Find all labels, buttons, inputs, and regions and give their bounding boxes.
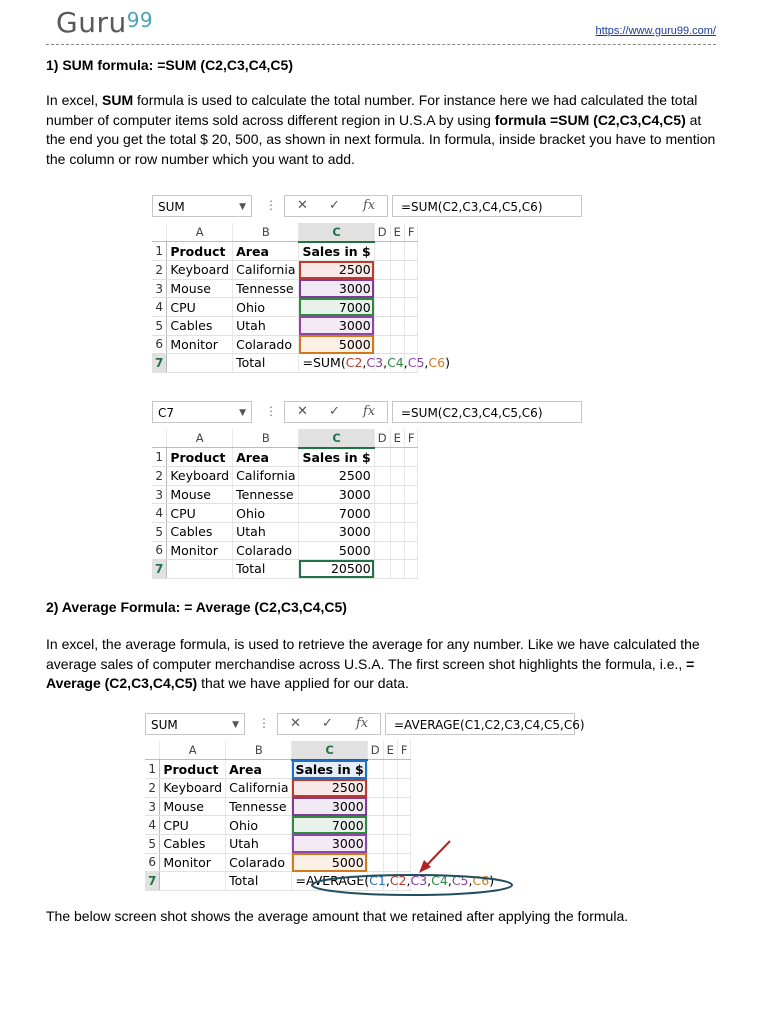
cell-A6[interactable]: Monitor (167, 541, 233, 560)
cell-B3[interactable]: Tennesse (233, 485, 299, 504)
cell-A2[interactable]: Keyboard (160, 779, 226, 798)
cell-D4[interactable] (374, 298, 390, 317)
cell-E4[interactable] (390, 504, 404, 523)
cell-B1[interactable]: Area (233, 448, 299, 467)
cell-A1[interactable]: Product (160, 760, 226, 779)
cell-A1[interactable]: Product (167, 242, 233, 261)
column-header-E[interactable]: E (390, 429, 404, 448)
row-header[interactable]: 1 (152, 448, 167, 467)
cell-B1[interactable]: Area (226, 760, 292, 779)
cell-E5[interactable] (390, 522, 404, 541)
column-header-B[interactable]: B (226, 741, 292, 760)
cell-F5[interactable] (404, 522, 418, 541)
text-run: In excel, the average formula, is used to retrieve the average for any number. Like we have calculated the average sales of computer merchandise across U.S.A. The first screen shot highlights the formula, i.e., (46, 636, 700, 672)
cell-F5[interactable] (404, 316, 418, 335)
cell-F6[interactable] (404, 335, 418, 354)
row-header[interactable]: 6 (152, 335, 167, 354)
cell-D4[interactable] (374, 504, 390, 523)
row-header[interactable]: 5 (145, 834, 160, 853)
cell-A5[interactable]: Cables (167, 522, 233, 541)
section2-paragraph (46, 635, 722, 694)
cell-B7[interactable]: Total (233, 560, 299, 579)
cell-F3[interactable] (397, 797, 411, 816)
more-icon: ⋮ (258, 716, 270, 730)
cell-F1[interactable] (397, 760, 411, 779)
row-header[interactable]: 3 (145, 797, 160, 816)
cell-C2[interactable]: 2500 (292, 779, 367, 798)
cell-B5[interactable]: Utah (233, 316, 299, 335)
cell-C5[interactable]: 3000 (299, 316, 374, 335)
table-row (145, 797, 411, 816)
cell-ref: C3 (410, 873, 428, 889)
cell-C1[interactable]: Sales in $ (292, 760, 367, 779)
table-row (152, 467, 418, 486)
cell-ref: C3 (366, 355, 384, 371)
cell-B6[interactable]: Colarado (233, 541, 299, 560)
cell-C2[interactable]: 2500 (299, 467, 374, 486)
total-row (152, 354, 418, 373)
cell-E4[interactable] (390, 298, 404, 317)
table-row (145, 779, 411, 798)
cell-C5[interactable]: 3000 (292, 834, 367, 853)
name-box[interactable] (152, 195, 252, 217)
name-box-value: SUM (158, 200, 185, 214)
cell-F1[interactable] (404, 242, 418, 261)
table-row (152, 298, 418, 317)
chevron-down-icon[interactable]: ▼ (239, 202, 246, 212)
cell-A3[interactable]: Mouse (160, 797, 226, 816)
cell-F1[interactable] (404, 448, 418, 467)
cell-E3[interactable] (390, 279, 404, 298)
text-run: at the end you get the total $ 20, 500, as shown in next formula. In formula, inside bracket you have to mention the column or row number which you want to add. (46, 111, 716, 167)
row-header[interactable]: 4 (152, 504, 167, 523)
column-header-F[interactable]: F (404, 429, 418, 448)
formula-input[interactable]: =AVERAGE(C1,C2,C3,C4,C5,C6) (385, 713, 575, 735)
fx-icon[interactable]: fx (356, 716, 369, 731)
cell-B6[interactable]: Colarado (233, 335, 299, 354)
row-header[interactable]: 7 (152, 354, 167, 373)
chevron-down-icon[interactable]: ▼ (239, 408, 246, 418)
more-icon: ⋮ (265, 404, 277, 418)
cell-C6[interactable]: 5000 (299, 541, 374, 560)
cell-D1[interactable] (374, 448, 390, 467)
cell-A6[interactable]: Monitor (160, 853, 226, 872)
cell-C6[interactable]: 5000 (292, 853, 367, 872)
cancel-icon[interactable]: ✕ (297, 198, 308, 213)
formula-input[interactable]: =SUM(C2,C3,C4,C5,C6) (392, 401, 582, 423)
text-run: that we have applied for our data. (197, 675, 409, 691)
cell-empty[interactable] (404, 560, 418, 579)
cell-F4[interactable] (404, 298, 418, 317)
cell-B7[interactable]: Total (233, 354, 299, 373)
column-header-D[interactable]: D (367, 741, 383, 760)
cell-A2[interactable]: Keyboard (167, 261, 233, 280)
row-header[interactable]: 3 (152, 279, 167, 298)
arrow-icon (425, 841, 450, 867)
table-row (152, 316, 418, 335)
cell-ref: C4 (387, 355, 404, 371)
cell-B3[interactable]: Tennesse (226, 797, 292, 816)
column-header-C[interactable]: C (299, 223, 374, 242)
column-header-A[interactable]: A (167, 429, 233, 448)
row-header[interactable]: 2 (152, 261, 167, 280)
cell-D4[interactable] (367, 816, 383, 835)
cell-D6[interactable] (374, 541, 390, 560)
section1-heading: 1) SUM formula: =SUM (C2,C3,C4,C5) (46, 57, 293, 73)
cell-C4[interactable]: 7000 (292, 816, 367, 835)
cell-D3[interactable] (374, 279, 390, 298)
cell-A7[interactable] (167, 354, 233, 373)
table-row (152, 448, 418, 467)
section2-heading: 2) Average Formula: = Average (C2,C3,C4,C5) (46, 599, 347, 615)
cell-E2[interactable] (383, 779, 397, 798)
cell-E5[interactable] (390, 316, 404, 335)
cell-C3[interactable]: 3000 (292, 797, 367, 816)
total-row (152, 560, 418, 579)
row-header[interactable]: 7 (152, 560, 167, 579)
cell-D1[interactable] (374, 242, 390, 261)
cell-B1[interactable]: Area (233, 242, 299, 261)
table-row (152, 541, 418, 560)
cell-E4[interactable] (383, 816, 397, 835)
column-header-D[interactable]: D (374, 223, 390, 242)
formula-text: =SUM(C2,C3,C4,C5,C6) (302, 355, 450, 371)
row-header[interactable]: 6 (145, 853, 160, 872)
column-header-D[interactable]: D (374, 429, 390, 448)
annotation-overlay (305, 833, 545, 903)
cell-B4[interactable]: Ohio (233, 504, 299, 523)
cell-E3[interactable] (390, 485, 404, 504)
cell-A7[interactable] (160, 872, 226, 891)
cell-F4[interactable] (404, 504, 418, 523)
cell-C4[interactable]: 7000 (299, 298, 374, 317)
select-all-corner[interactable] (145, 741, 160, 760)
cell-C5[interactable]: 3000 (299, 522, 374, 541)
table-row (145, 816, 411, 835)
guru99-logo: Guru$^{99}$ (56, 6, 154, 39)
cell-ref: C4 (431, 873, 448, 889)
cell-B3[interactable]: Tennesse (233, 279, 299, 298)
cell-B6[interactable]: Colarado (226, 853, 292, 872)
table-row (152, 242, 418, 261)
cell-D2[interactable] (367, 779, 383, 798)
chevron-down-icon[interactable]: ▼ (232, 720, 239, 730)
site-link[interactable]: https://www.guru99.com/ (595, 25, 716, 37)
cell-C6[interactable]: 5000 (299, 335, 374, 354)
table-row (152, 279, 418, 298)
cell-B4[interactable]: Ohio (233, 298, 299, 317)
cell-D5[interactable] (374, 316, 390, 335)
cell-D1[interactable] (367, 760, 383, 779)
row-header[interactable]: 1 (152, 242, 167, 261)
row-header[interactable]: 3 (152, 485, 167, 504)
cell-E2[interactable] (390, 261, 404, 280)
row-header[interactable]: 2 (145, 779, 160, 798)
cell-E6[interactable] (390, 335, 404, 354)
cell-ref: C5 (407, 355, 425, 371)
row-header[interactable]: 4 (152, 298, 167, 317)
cell-B2[interactable]: California (226, 779, 292, 798)
cell-A2[interactable]: Keyboard (167, 467, 233, 486)
row-header[interactable]: 6 (152, 541, 167, 560)
row-header[interactable]: 4 (145, 816, 160, 835)
cell-A4[interactable]: CPU (160, 816, 226, 835)
spreadsheet-grid[interactable] (152, 429, 418, 579)
cell-F3[interactable] (404, 485, 418, 504)
bold-text: formula =SUM (C2,C3,C4,C5) (494, 111, 686, 128)
column-header-A[interactable]: A (160, 741, 226, 760)
select-all-corner[interactable] (152, 429, 167, 448)
cell-C7[interactable] (299, 354, 450, 373)
bold-text: SUM (102, 92, 134, 108)
cell-A4[interactable]: CPU (167, 504, 233, 523)
cell-empty[interactable] (390, 560, 404, 579)
cell-A3[interactable]: Mouse (167, 485, 233, 504)
cell-A6[interactable]: Monitor (167, 335, 233, 354)
cell-D2[interactable] (374, 467, 390, 486)
table-row (145, 760, 411, 779)
cell-E1[interactable] (383, 760, 397, 779)
column-header-A[interactable]: A (167, 223, 233, 242)
cell-C1[interactable]: Sales in $ (299, 242, 374, 261)
cell-F2[interactable] (404, 261, 418, 280)
section1-paragraph (46, 91, 722, 169)
cell-D3[interactable] (367, 797, 383, 816)
cell-ref: C6 (428, 355, 446, 371)
cell-F2[interactable] (404, 467, 418, 486)
name-box-value: C7 (158, 406, 175, 420)
row-header[interactable]: 5 (152, 316, 167, 335)
cell-E3[interactable] (383, 797, 397, 816)
cell-ref: C2 (345, 355, 363, 371)
name-box-value: SUM (151, 718, 178, 732)
cell-B4[interactable]: Ohio (226, 816, 292, 835)
cell-ref: C1 (369, 873, 386, 889)
cell-F2[interactable] (397, 779, 411, 798)
cell-A4[interactable]: CPU (167, 298, 233, 317)
cell-E1[interactable] (390, 448, 404, 467)
cancel-icon[interactable]: ✕ (290, 716, 301, 731)
row-header[interactable]: 2 (152, 467, 167, 486)
cell-A7[interactable] (167, 560, 233, 579)
formula-input[interactable]: =SUM(C2,C3,C4,C5,C6) (392, 195, 582, 217)
enter-icon[interactable]: ✓ (329, 404, 340, 419)
cell-C1[interactable]: Sales in $ (299, 448, 374, 467)
cell-C7[interactable]: 20500 (299, 560, 374, 579)
table-row (152, 261, 418, 280)
column-header-B[interactable]: B (233, 223, 299, 242)
cancel-icon[interactable]: ✕ (297, 404, 308, 419)
row-header[interactable]: 5 (152, 522, 167, 541)
cell-D2[interactable] (374, 261, 390, 280)
select-all-corner[interactable] (152, 223, 167, 242)
cell-F3[interactable] (404, 279, 418, 298)
enter-icon[interactable]: ✓ (329, 198, 340, 213)
row-header[interactable]: 7 (145, 872, 160, 891)
cell-B5[interactable]: Utah (233, 522, 299, 541)
header-divider (46, 44, 716, 45)
enter-icon[interactable]: ✓ (322, 716, 333, 731)
cell-C2[interactable]: 2500 (299, 261, 374, 280)
cell-D6[interactable] (374, 335, 390, 354)
bold-text: = Average (C2,C3,C4,C5) (46, 655, 695, 691)
column-header-B[interactable]: B (233, 429, 299, 448)
more-icon: ⋮ (265, 198, 277, 212)
cell-ref: C5 (451, 873, 469, 889)
table-row (152, 485, 418, 504)
cell-F6[interactable] (404, 541, 418, 560)
cell-D3[interactable] (374, 485, 390, 504)
row-header[interactable]: 1 (145, 760, 160, 779)
name-box[interactable] (152, 401, 252, 423)
cell-empty[interactable] (374, 560, 390, 579)
name-box[interactable] (145, 713, 245, 735)
cell-A5[interactable]: Cables (160, 834, 226, 853)
cell-A1[interactable]: Product (167, 448, 233, 467)
column-header-C[interactable]: C (299, 429, 374, 448)
cell-C3[interactable]: 3000 (299, 485, 374, 504)
cell-F4[interactable] (397, 816, 411, 835)
table-row (152, 335, 418, 354)
cell-A5[interactable]: Cables (167, 316, 233, 335)
cell-C3[interactable]: 3000 (299, 279, 374, 298)
cell-B7[interactable]: Total (226, 872, 292, 891)
cell-E6[interactable] (390, 541, 404, 560)
column-header-C[interactable]: C (292, 741, 367, 760)
column-header-F[interactable]: F (397, 741, 411, 760)
table-row (152, 504, 418, 523)
cell-C4[interactable]: 7000 (299, 504, 374, 523)
fx-icon[interactable]: fx (363, 198, 376, 213)
highlight-ellipse (312, 875, 512, 895)
cell-E1[interactable] (390, 242, 404, 261)
cell-E2[interactable] (390, 467, 404, 486)
cell-B2[interactable]: California (233, 467, 299, 486)
cell-B2[interactable]: California (233, 261, 299, 280)
text-run: formula is used to calculate the total number. For instance here we had calculated the total number of computer items sold across different region in U.S.A by using (46, 92, 698, 128)
spreadsheet-grid[interactable] (152, 223, 450, 373)
column-header-E[interactable]: E (383, 741, 397, 760)
table-row (152, 522, 418, 541)
closing-paragraph: The below screen shot shows the average amount that we retained after applying the formula. (46, 908, 629, 924)
column-header-F[interactable]: F (404, 223, 418, 242)
text-run: In excel, (46, 92, 103, 108)
cell-D5[interactable] (374, 522, 390, 541)
cell-A3[interactable]: Mouse (167, 279, 233, 298)
column-header-E[interactable]: E (390, 223, 404, 242)
cell-B5[interactable]: Utah (226, 834, 292, 853)
cell-ref: C6 (472, 873, 490, 889)
formula-text: =AVERAGE(C1,C2,C3,C4,C5,C6) (295, 873, 495, 889)
fx-icon[interactable]: fx (363, 404, 376, 419)
cell-ref: C2 (389, 873, 407, 889)
